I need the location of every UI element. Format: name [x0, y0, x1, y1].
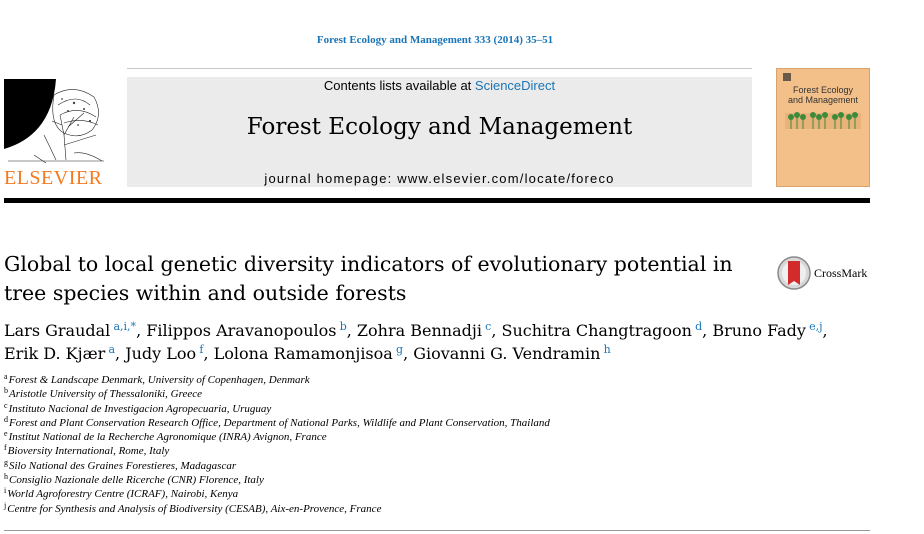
affiliation-key: j [4, 500, 7, 510]
article-title [4, 250, 764, 308]
crossmark-icon[interactable] [776, 255, 812, 291]
contents-line [127, 78, 752, 93]
affiliation-key: d [4, 414, 8, 424]
author-name[interactable]: Zohra Bennadji [356, 321, 482, 340]
author-affiliation-ref[interactable]: d [695, 320, 703, 333]
affiliation-item [4, 459, 870, 473]
affiliation-text: World Agroforestry Centre (ICRAF), Nairobi, Kenya [7, 488, 239, 501]
author-line-2: Erik D. Kjær $^a$, Judy Loo $^f$, Lolona Ramamonjisoa $^g$, Giovanni G. Vendramin $^h$ [4, 343, 611, 363]
affiliation-key: b [4, 386, 8, 396]
affiliation-item [4, 430, 870, 444]
contents-prefix: Contents lists available at [323, 78, 475, 93]
header-thick-rule [4, 198, 870, 203]
affiliation-text: Forest and Plant Conservation Research Office, Department of National Parks, Wildlife and Plant Conservation, Thailand [9, 416, 550, 429]
author-affiliation-ref[interactable]: h [603, 343, 611, 356]
affiliation-key: g [4, 457, 8, 467]
affiliation-key: a [4, 372, 8, 381]
article-title-line2: tree species within and outside forests [4, 281, 407, 305]
affiliation-key: i [4, 486, 7, 496]
affiliation-text: Instituto Nacional de Investigacion Agropecuaria, Uruguay [8, 402, 272, 415]
affiliation-text: Silo National des Graines Forestieres, Madagascar [9, 459, 237, 472]
author-name[interactable]: Lars Graudal [4, 321, 111, 340]
affiliation-key: e [4, 429, 8, 439]
author-affiliation-ref[interactable]: f [199, 343, 204, 356]
affiliation-text: Consiglio Nazionale delle Ricerche (CNR) Florence, Italy [9, 474, 264, 487]
author-name[interactable]: Filippos Aravanopoulos [146, 321, 337, 340]
affiliation-item [4, 487, 870, 501]
affiliation-key: f [4, 443, 7, 453]
header-divider [127, 68, 752, 69]
author-affiliation-ref[interactable]: g [396, 343, 404, 356]
author-name[interactable]: Lolona Ramamonjisoa [213, 344, 393, 363]
sciencedirect-link[interactable]: ScienceDirect [474, 78, 556, 93]
affiliation-item [4, 502, 870, 516]
affiliation-text: Forest & Landscape Denmark, University of Copenhagen, Denmark [8, 374, 310, 386]
elsevier-wordmark[interactable]: ELSEVIER [4, 167, 103, 189]
author-affiliation-ref[interactable]: a [108, 343, 116, 356]
article-title-line1: Global to local genetic diversity indicators of evolutionary potential in [4, 252, 733, 276]
affiliation-key: c [4, 400, 8, 410]
author-name[interactable]: Bruno Fady [712, 321, 806, 340]
journal-citation[interactable]: Forest Ecology and Management 333 (2014) 35–51 [316, 34, 554, 46]
author-affiliation-ref[interactable]: e,j [809, 320, 823, 333]
affiliation-item [4, 473, 870, 487]
journal-title: Forest Ecology and Management [246, 114, 633, 140]
cover-title-line1: Forest Ecology [792, 85, 854, 95]
cover-title [776, 85, 870, 105]
affiliation-item [4, 444, 870, 458]
author-name[interactable]: Judy Loo [125, 344, 197, 363]
author-line-1: Lars Graudal $^{a,i,*}$, Filippos Aravanopoulos $^b$, Zohra Bennadji $^c$, Suchitra Changtragoon $^d$, Bruno Fady $^{e,j}$, [4, 320, 828, 340]
affiliation-list [4, 373, 870, 516]
cover-title-line2: and Management [787, 95, 859, 105]
bottom-divider [4, 530, 870, 531]
affiliation-item [4, 402, 870, 416]
affiliation-text: Bioversity International, Rome, Italy [7, 445, 170, 458]
journal-homepage[interactable]: journal homepage: www.elsevier.com/locate/foreco [264, 171, 615, 186]
author-list [4, 319, 870, 365]
author-affiliation-ref[interactable]: a,i,* [113, 320, 137, 333]
affiliation-item [4, 416, 870, 430]
author-affiliation-ref[interactable]: c [485, 320, 492, 333]
affiliation-key: h [4, 472, 8, 482]
affiliation-text: Aristotle University of Thessaloniki, Greece [9, 388, 202, 401]
author-name[interactable]: Giovanni G. Vendramin [413, 344, 601, 363]
author-name[interactable]: Erik D. Kjær [4, 344, 106, 363]
crossmark-label[interactable]: CrossMark [814, 266, 868, 280]
affiliation-item [4, 373, 870, 387]
author-name[interactable]: Suchitra Changtragoon [501, 321, 692, 340]
author-affiliation-ref[interactable]: b [339, 320, 347, 333]
affiliation-text: Institut National de la Recherche Agronomique (INRA) Avignon, France [8, 431, 327, 444]
affiliation-text: Centre for Synthesis and Analysis of Biodiversity (CESAB), Aix-en-Provence, France [7, 502, 382, 515]
affiliation-item [4, 387, 870, 401]
